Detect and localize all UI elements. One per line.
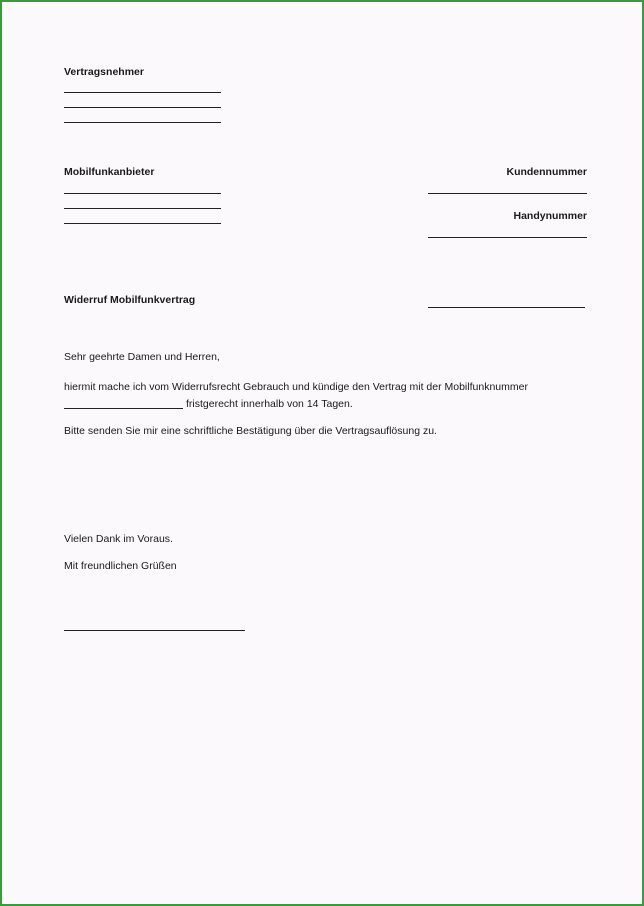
thanks-text: Vielen Dank im Voraus.	[64, 533, 173, 545]
closing-text: Mit freundlichen Grüßen	[64, 560, 177, 572]
sender-line-3	[64, 122, 221, 123]
mobile-number-line	[428, 237, 587, 238]
salutation: Sehr geehrte Damen und Herren,	[64, 351, 220, 363]
paragraph1-line1: hiermit mache ich vom Widerrufsrecht Gebrauch und kündige den Vertrag mit der Mobilfunknummer	[64, 381, 528, 393]
date-line	[428, 307, 585, 308]
provider-line-2	[64, 208, 221, 209]
provider-line-1	[64, 193, 221, 194]
paragraph1-line2: fristgerecht innerhalb von 14 Tagen.	[186, 398, 353, 410]
mobile-number-blank	[64, 408, 183, 409]
mobile-number-label: Handynummer	[513, 210, 587, 222]
customer-number-label: Kundennummer	[506, 166, 587, 178]
provider-label: Mobilfunkanbieter	[64, 166, 155, 178]
paragraph2: Bitte senden Sie mir eine schriftliche Bestätigung über die Vertragsauflösung zu.	[64, 425, 437, 437]
provider-line-3	[64, 223, 221, 224]
sender-line-2	[64, 107, 221, 108]
sender-line-1	[64, 92, 221, 93]
customer-number-line	[428, 193, 587, 194]
subject-label: Widerruf Mobilfunkvertrag	[64, 294, 196, 306]
sender-label: Vertragsnehmer	[64, 66, 144, 78]
signature-line	[64, 630, 245, 631]
